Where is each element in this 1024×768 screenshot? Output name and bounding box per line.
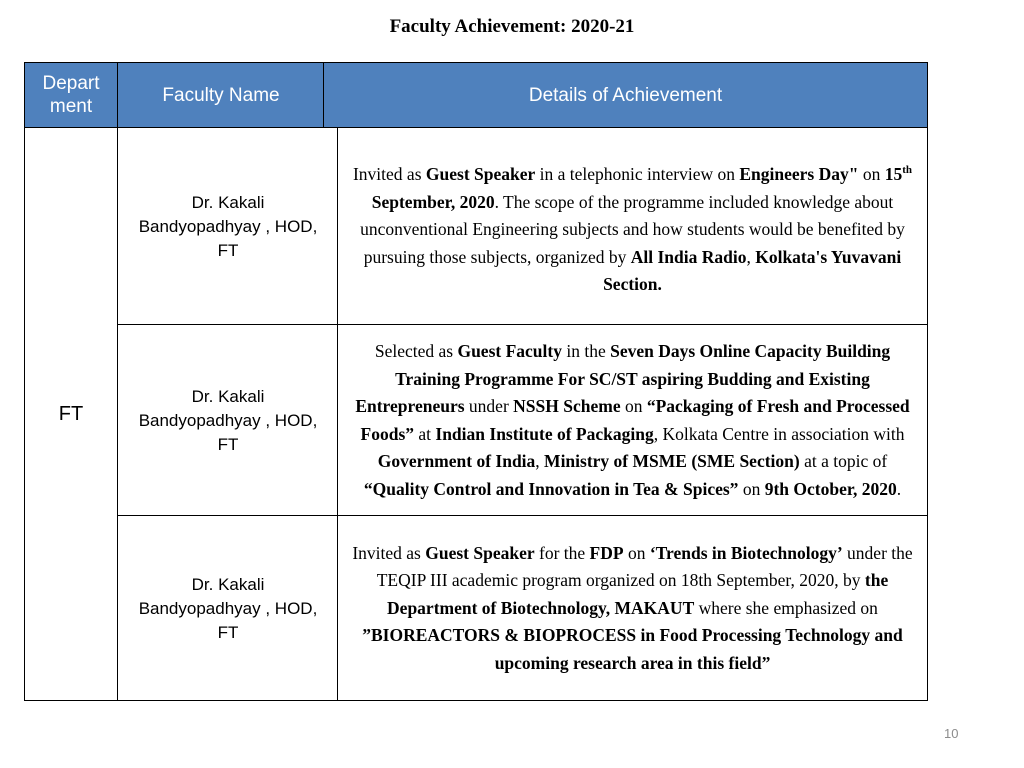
faculty-name-cell — [118, 128, 338, 325]
page-title: Faculty Achievement: 2020-21 — [389, 16, 635, 37]
text-segment: . The scope of the programme included knowledge about unconventional Engineering subjects and how students would be benefited by pursuing those subjects, organized by — [360, 191, 905, 267]
table-border-left — [24, 62, 25, 701]
text-segment: under the TEQIP III academic program organized on 18th September, 2020, by — [376, 542, 913, 591]
bold-text-segment: Guest Speaker — [425, 164, 536, 185]
text-segment: on — [623, 542, 650, 563]
row-divider — [118, 324, 928, 325]
bold-text-segment: th — [902, 164, 912, 177]
faculty-name-line: FT — [217, 622, 239, 642]
text-segment: , — [535, 451, 545, 471]
text-segment: at — [414, 423, 436, 444]
bold-text-segment: Guest Speaker — [425, 542, 535, 563]
text-segment: . — [896, 478, 902, 499]
header-department-line1: Depart — [42, 73, 100, 94]
header-department-line2: ment — [49, 96, 93, 117]
text-segment: Invited as — [352, 164, 426, 185]
faculty-name-line: Bandyopadhyay , HOD, — [138, 216, 318, 236]
bold-text-segment: ‘Trends in Biotechnology’ — [649, 542, 843, 563]
text-segment: , — [746, 246, 756, 267]
bold-text-segment: ”BIOREACTORS & BIOPROCESS in Food Processing Technology and upcoming research area in this field” — [362, 625, 903, 673]
table-border-right — [927, 62, 928, 701]
bold-text-segment: NSSH Scheme — [513, 396, 621, 416]
header-column-divider — [323, 62, 324, 128]
bold-text-segment: Seven Days Online Capacity Building Training Programme For SC/ST aspiring Budding and Existing Entrepreneurs — [355, 341, 891, 416]
text-segment: on — [858, 164, 885, 185]
table-border-bottom — [24, 700, 928, 701]
achievement-text — [346, 540, 919, 678]
faculty-name-line: Dr. Kakali — [191, 192, 265, 212]
header-department — [24, 62, 118, 128]
bold-text-segment: September, 2020 — [371, 191, 495, 212]
faculty-name-line: Dr. Kakali — [191, 574, 265, 594]
text-segment: Selected as — [374, 341, 458, 361]
bold-text-segment: 9th October, 2020 — [764, 478, 897, 499]
text-segment: Invited as — [352, 542, 426, 563]
bold-text-segment: FDP — [589, 542, 624, 563]
text-segment: on — [620, 396, 647, 416]
bold-text-segment: Indian Institute of Packaging — [435, 423, 654, 444]
header-bottom-border — [24, 127, 928, 128]
bold-text-segment: Kolkata's Yuvavani Section. — [603, 246, 902, 295]
bold-text-segment: Ministry of MSME (SME Section) — [544, 451, 800, 471]
header-details: Details of Achievement — [324, 62, 927, 128]
bold-text-segment: Government of India — [377, 451, 536, 471]
table-border-top — [24, 62, 928, 63]
bold-text-segment: Engineers Day" — [739, 164, 859, 185]
bold-text-segment: “Packaging of Fresh and Processed Foods” — [360, 396, 910, 444]
bold-text-segment: 15 — [884, 164, 903, 185]
text-segment: under — [464, 396, 514, 416]
faculty-name-line: Bandyopadhyay , HOD, — [138, 598, 318, 618]
faculty-name-cell — [118, 325, 338, 516]
text-segment: on — [738, 478, 765, 499]
achievement-text — [346, 338, 919, 503]
text-segment: at a topic of — [799, 451, 888, 471]
achievement-details — [338, 516, 927, 701]
department-cell: FT — [58, 403, 84, 425]
text-segment: , Kolkata Centre in association with — [653, 423, 905, 444]
bold-text-segment: All India Radio — [630, 246, 747, 267]
faculty-name-cell — [118, 516, 338, 701]
faculty-name-line: FT — [217, 434, 239, 454]
achievement-details — [338, 325, 927, 516]
faculty-name-line: FT — [217, 240, 239, 260]
bold-text-segment: the Department of Biotechnology, MAKAUT — [387, 570, 889, 618]
bold-text-segment: “Quality Control and Innovation in Tea & Spices” — [363, 478, 739, 499]
achievement-details — [338, 145, 927, 315]
achievement-text — [346, 161, 919, 299]
column-divider — [117, 62, 118, 701]
faculty-name-line: Bandyopadhyay , HOD, — [138, 410, 318, 430]
page-number: 10 — [944, 726, 959, 741]
text-segment: for the — [534, 542, 590, 563]
header-faculty-name: Faculty Name — [118, 62, 324, 128]
text-segment: where she emphasized on — [694, 597, 878, 618]
column-divider — [337, 128, 338, 701]
faculty-name-line: Dr. Kakali — [191, 386, 265, 406]
text-segment: in the — [561, 341, 611, 361]
row-divider — [118, 515, 928, 516]
text-segment: in a telephonic interview on — [535, 164, 740, 185]
bold-text-segment: Guest Faculty — [457, 341, 562, 361]
